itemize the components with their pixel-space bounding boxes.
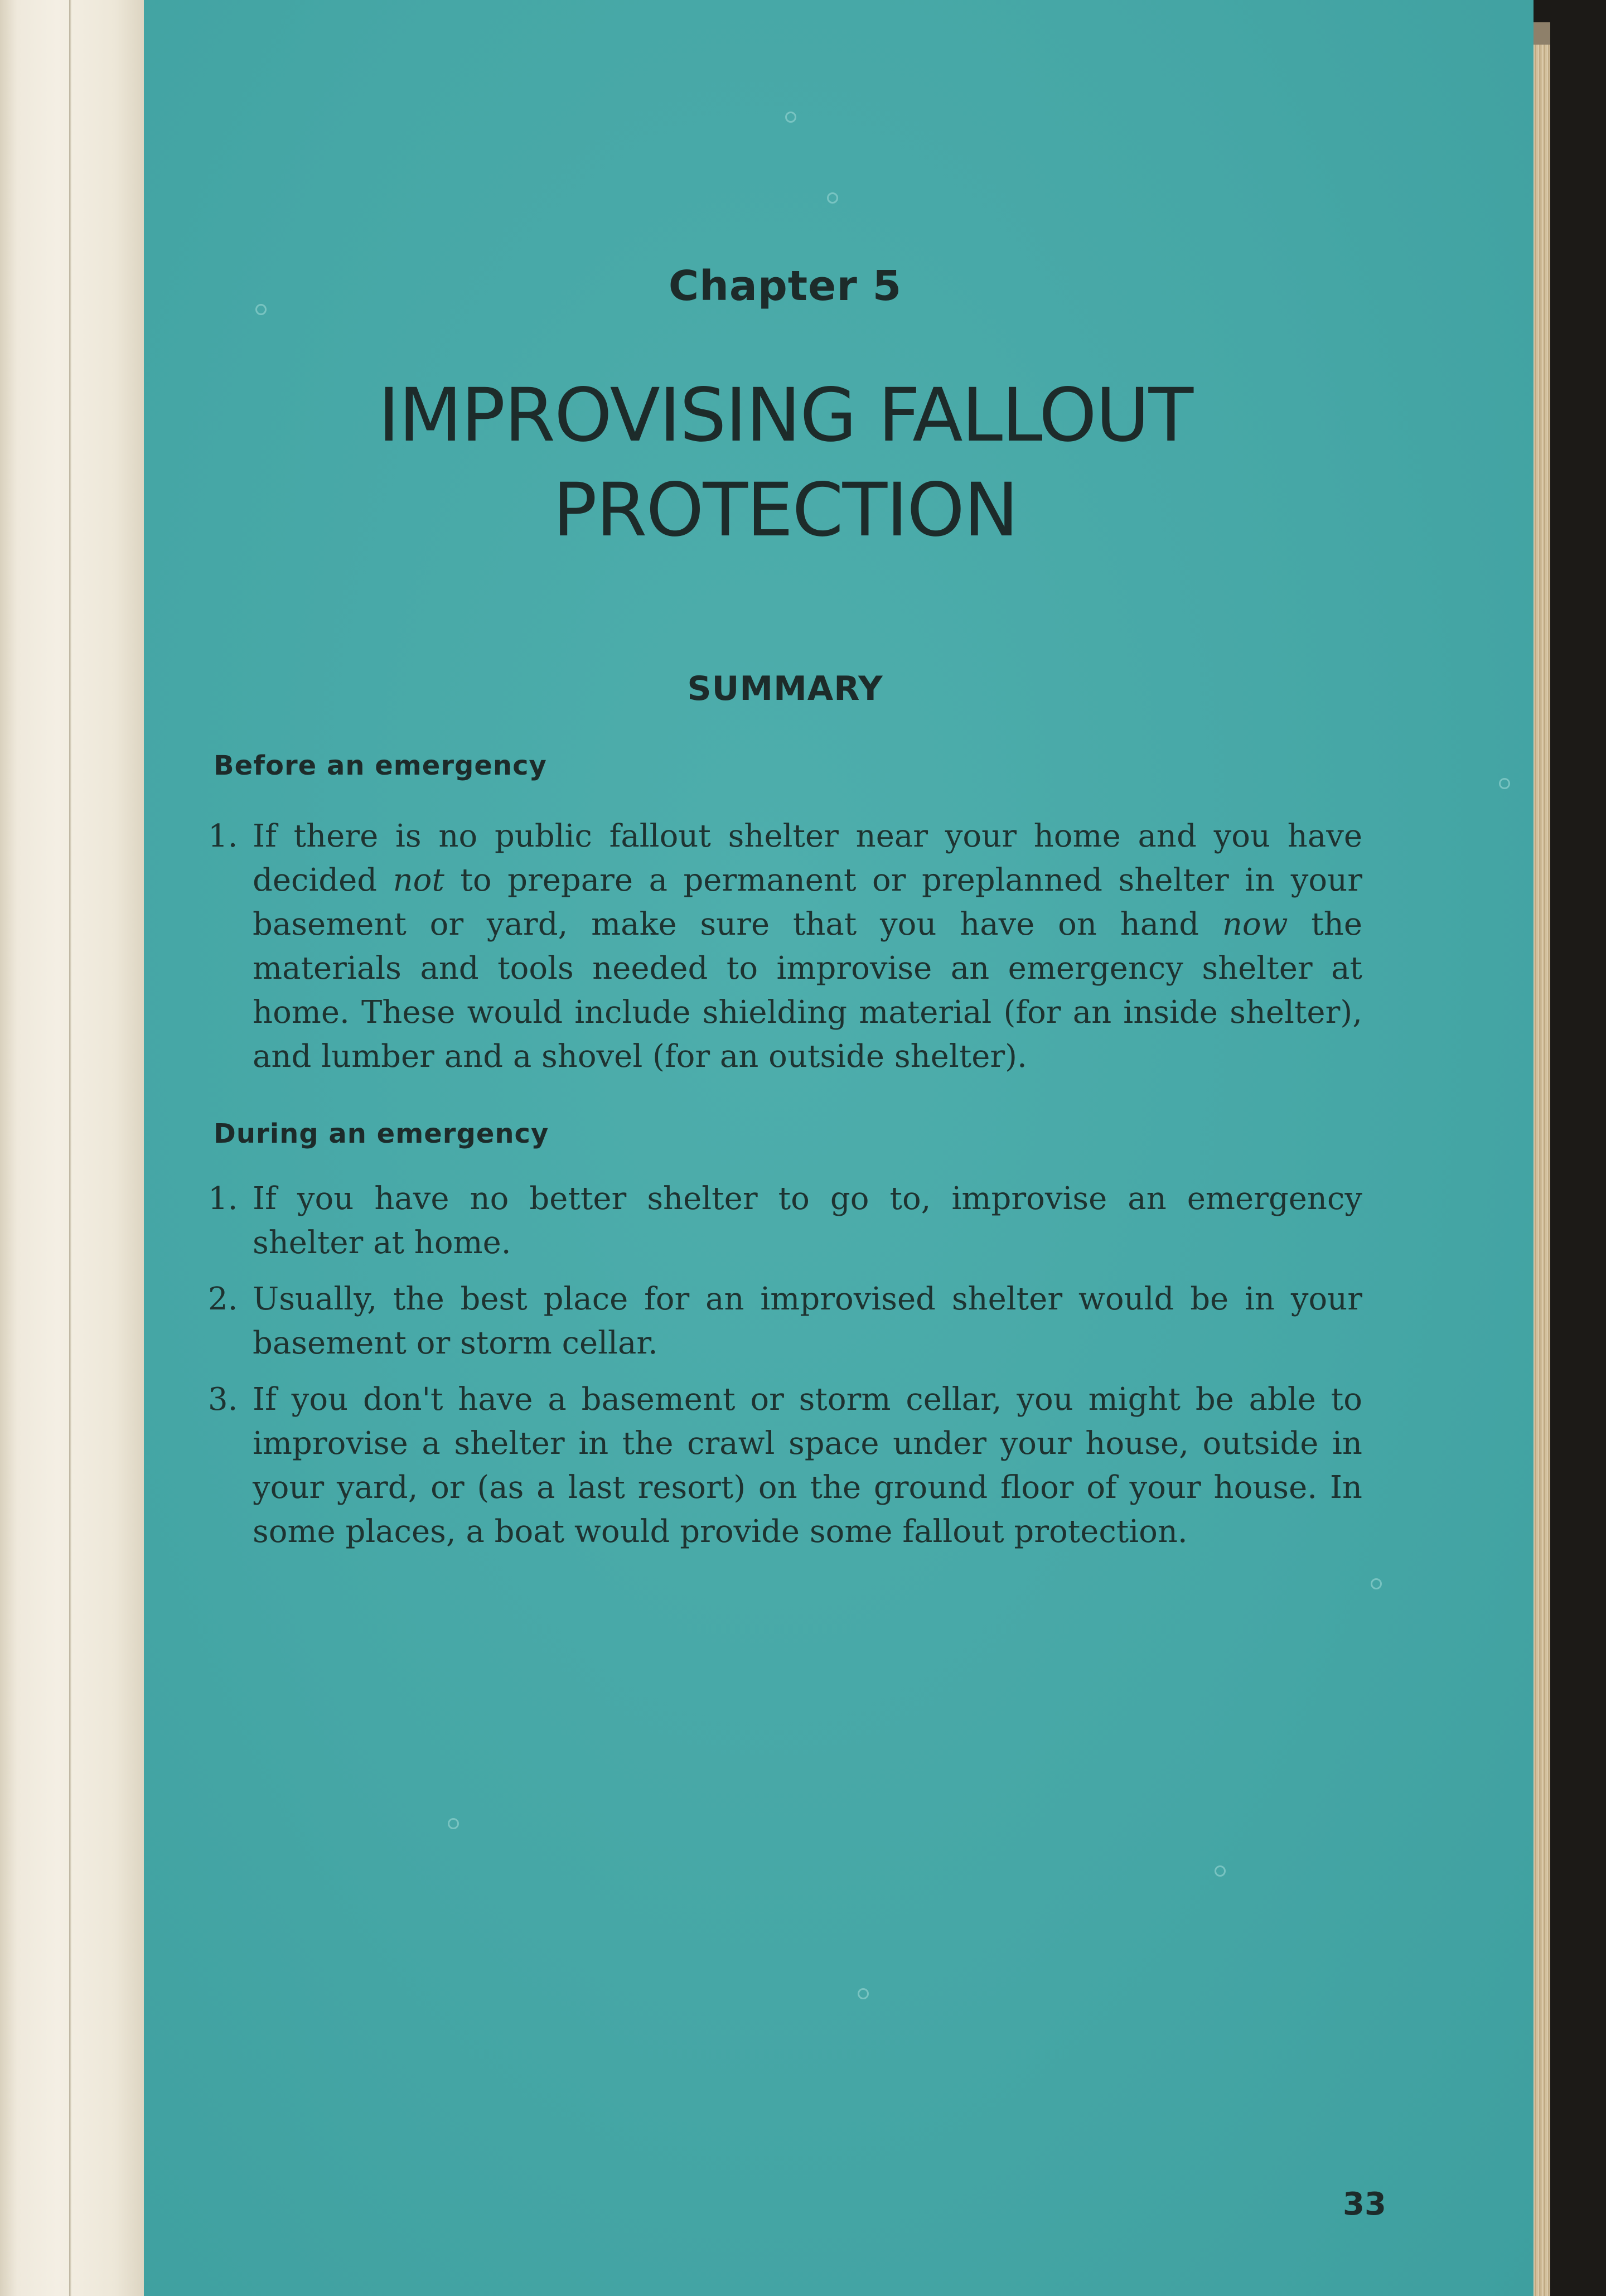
item-number: 2. (208, 1281, 238, 1317)
emphasis-now: now (1222, 906, 1288, 942)
binding-gutter (69, 0, 71, 2296)
item-number: 1. (208, 1181, 238, 1217)
paper-speck (785, 112, 796, 123)
paper-speck (858, 1988, 869, 1999)
during-emergency-list (208, 1177, 1362, 1566)
item-number: 1. (208, 818, 238, 854)
chapter-title-line: IMPROVISING FALLOUT (378, 373, 1193, 458)
before-emergency-list (208, 814, 1362, 1091)
chapter-title (144, 368, 1426, 558)
paper-speck (1371, 1578, 1382, 1589)
emphasis-not: not (393, 862, 444, 898)
list-item (208, 1277, 1362, 1365)
item-text: the materials and tools needed to improvise an emergency shelter at home. These would include shielding material (for an inside shelter), and lumber and a shovel (for an outside shelter). (253, 906, 1362, 1075)
before-emergency-heading: Before an emergency (214, 750, 547, 781)
item-text: If you don't have a basement or storm cellar, you might be able to improvise a shelter in the crawl space under your house, outside in your yard, or (as a last resort) on the ground floor of your house. In some places, a boat would provide some fallout protection. (253, 1381, 1362, 1550)
list-item (208, 1177, 1362, 1265)
list-item (208, 1377, 1362, 1554)
chapter-label: Chapter 5 (668, 262, 902, 310)
page-number: 33 (1343, 2186, 1386, 2222)
paper-speck (1499, 778, 1510, 789)
book-page (144, 0, 1534, 2296)
chapter-title-line: PROTECTION (553, 467, 1018, 553)
list-item (208, 814, 1362, 1079)
item-text: to prepare a permanent or preplanned shelter in your basement or yard, make sure that you have on hand (253, 862, 1362, 942)
paper-speck (1215, 1865, 1226, 1877)
item-number: 3. (208, 1381, 238, 1418)
during-emergency-heading: During an emergency (214, 1118, 549, 1149)
paper-speck (448, 1818, 459, 1829)
item-text: If you have no better shelter to go to, improvise an emergency shelter at home. (253, 1181, 1362, 1261)
item-text: Usually, the best place for an improvised shelter would be in your basement or storm cellar. (253, 1281, 1362, 1361)
paper-speck (827, 192, 838, 204)
summary-heading: SUMMARY (687, 669, 883, 708)
left-page-leaf (0, 0, 144, 2296)
item-text: If there is no public fallout shelter near your home and you have decided (253, 818, 1362, 898)
